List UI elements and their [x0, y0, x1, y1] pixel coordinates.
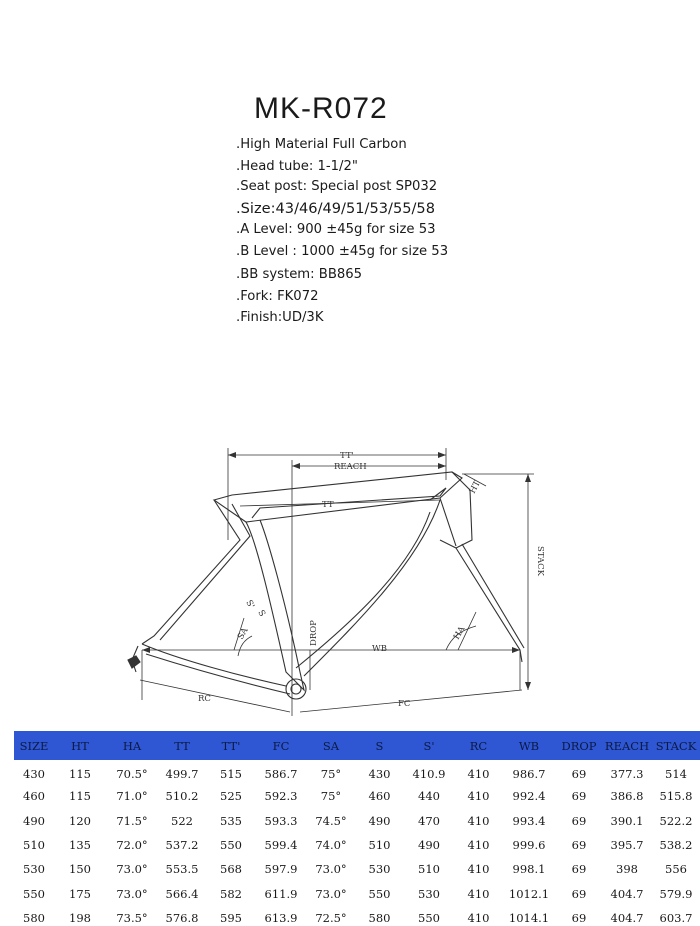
- table-row: [14, 906, 700, 926]
- spec-fork: .Fork: FK072: [236, 289, 319, 304]
- table-cell: 398: [616, 862, 638, 877]
- table-cell: 69: [571, 862, 587, 877]
- spec-material: .High Material Full Carbon: [236, 137, 407, 152]
- label-drop: DROP: [309, 620, 319, 646]
- column-header: SA: [322, 738, 340, 753]
- table-cell: 410: [467, 838, 490, 853]
- frame-geometry-diagram: [0, 440, 700, 730]
- table-cell: 404.7: [610, 886, 644, 901]
- table-cell: 1012.1: [508, 886, 550, 901]
- table-cell: 510.2: [165, 789, 199, 804]
- table-cell: 593.3: [264, 813, 298, 828]
- table-cell: 115: [69, 789, 91, 804]
- table-cell: 69: [571, 910, 587, 925]
- spec-bb-system: .BB system: BB865: [236, 267, 363, 282]
- table-cell: 490: [368, 813, 391, 828]
- table-row: [14, 881, 700, 905]
- table-row: [14, 760, 700, 784]
- column-header: TT': [221, 738, 241, 753]
- table-row: [14, 857, 700, 881]
- column-header: WB: [518, 738, 540, 753]
- table-cell: 579.9: [659, 886, 693, 901]
- table-cell: 72.0°: [116, 838, 148, 853]
- table-cell: 580: [23, 910, 45, 925]
- table-row: [14, 784, 700, 808]
- table-cell: 490: [418, 838, 440, 853]
- table-cell: 69: [571, 766, 587, 781]
- table-cell: 120: [69, 813, 91, 828]
- table-cell: 410: [467, 789, 490, 804]
- column-header: RC: [469, 738, 488, 753]
- label-reach: REACH: [334, 462, 367, 472]
- table-cell: 75°: [320, 766, 342, 781]
- table-cell: 556: [665, 862, 687, 877]
- table-cell: 115: [69, 766, 91, 781]
- table-cell: 530: [23, 862, 45, 877]
- table-cell: 580: [368, 910, 391, 925]
- table-cell: 410: [467, 910, 490, 925]
- column-header: DROP: [561, 738, 597, 753]
- table-cell: 568: [220, 862, 242, 877]
- table-cell: 535: [220, 813, 242, 828]
- table-cell: 74.5°: [315, 813, 347, 828]
- table-cell: 550: [418, 910, 440, 925]
- table-cell: 595: [220, 910, 242, 925]
- table-cell: 395.7: [610, 838, 644, 853]
- geometry-table: [14, 731, 700, 926]
- label-sa: SA: [235, 626, 251, 642]
- label-stack: STACK: [535, 546, 545, 577]
- label-s: S: [255, 608, 267, 619]
- column-header: SIZE: [19, 738, 49, 753]
- table-cell: 69: [571, 813, 587, 828]
- table-cell: 73.0°: [315, 862, 347, 877]
- table-cell: 599.4: [264, 838, 298, 853]
- table-cell: 410.9: [412, 766, 446, 781]
- table-cell: 510: [418, 862, 440, 877]
- table-cell: 499.7: [165, 766, 199, 781]
- table-cell: 999.6: [512, 838, 546, 853]
- table-cell: 410: [467, 886, 490, 901]
- label-s-prime: S': [243, 598, 257, 611]
- table-cell: 71.5°: [116, 813, 148, 828]
- table-cell: 198: [69, 910, 91, 925]
- column-header: REACH: [604, 738, 650, 753]
- table-cell: 611.9: [264, 886, 298, 901]
- table-cell: 522.2: [659, 813, 693, 828]
- table-cell: 576.8: [165, 910, 199, 925]
- table-cell: 460: [368, 789, 391, 804]
- table-cell: 525: [220, 789, 242, 804]
- table-cell: 550: [368, 886, 391, 901]
- table-cell: 70.5°: [116, 766, 148, 781]
- table-cell: 72.5°: [315, 910, 347, 925]
- table-cell: 530: [418, 886, 440, 901]
- column-header: HA: [122, 738, 142, 753]
- label-ht: HT: [467, 479, 483, 496]
- table-cell: 603.7: [659, 910, 693, 925]
- table-cell: 73.0°: [116, 862, 148, 877]
- table-cell: 71.0°: [116, 789, 148, 804]
- table-cell: 150: [69, 862, 91, 877]
- table-cell: 514: [665, 766, 687, 781]
- table-cell: 430: [23, 766, 45, 781]
- table-cell: 1014.1: [508, 910, 550, 925]
- table-header-row: [14, 731, 700, 760]
- label-tt: TT: [322, 500, 334, 510]
- label-wb: WB: [372, 644, 387, 654]
- spec-finish: .Finish:UD/3K: [236, 310, 324, 325]
- table-cell: 460: [23, 789, 45, 804]
- table-cell: 430: [368, 766, 391, 781]
- spec-b-level: .B Level : 1000 ±45g for size 53: [236, 244, 449, 259]
- table-cell: 73.5°: [116, 910, 148, 925]
- table-cell: 510: [368, 838, 391, 853]
- label-tt-prime: TT': [340, 451, 354, 461]
- table-cell: 613.9: [264, 910, 298, 925]
- table-body: [14, 760, 700, 926]
- column-header: STACK: [655, 738, 697, 753]
- table-cell: 998.1: [512, 862, 546, 877]
- model-title: MK-R072: [254, 92, 388, 125]
- table-cell: 986.7: [512, 766, 546, 781]
- table-cell: 410: [467, 813, 490, 828]
- table-cell: 175: [69, 886, 91, 901]
- table-cell: 553.5: [165, 862, 199, 877]
- table-cell: 530: [368, 862, 391, 877]
- table-cell: 73.0°: [315, 886, 347, 901]
- table-cell: 597.9: [264, 862, 298, 877]
- table-cell: 510: [23, 838, 45, 853]
- spec-sizes: .Size:43/46/49/51/53/55/58: [236, 200, 436, 217]
- table-cell: 410: [467, 862, 490, 877]
- table-cell: 69: [571, 838, 587, 853]
- table-cell: 390.1: [610, 813, 644, 828]
- table-cell: 440: [418, 789, 440, 804]
- table-cell: 69: [571, 789, 587, 804]
- table-cell: 592.3: [264, 789, 298, 804]
- table-cell: 74.0°: [315, 838, 347, 853]
- table-cell: 586.7: [264, 766, 298, 781]
- spec-seat-post: .Seat post: Special post SP032: [236, 179, 438, 194]
- spec-head-tube: .Head tube: 1-1/2": [236, 159, 358, 174]
- column-header: HT: [71, 738, 89, 753]
- table-cell: 135: [69, 838, 91, 853]
- table-row: [14, 809, 700, 833]
- column-header: S: [375, 738, 384, 753]
- table-cell: 537.2: [165, 838, 199, 853]
- table-cell: 73.0°: [116, 886, 148, 901]
- table-cell: 377.3: [610, 766, 644, 781]
- table-cell: 386.8: [610, 789, 644, 804]
- table-cell: 515.8: [659, 789, 693, 804]
- column-header: S': [423, 738, 435, 753]
- table-cell: 470: [418, 813, 440, 828]
- table-cell: 582: [220, 886, 242, 901]
- spec-a-level: .A Level: 900 ±45g for size 53: [236, 222, 436, 237]
- table-cell: 992.4: [512, 789, 546, 804]
- table-cell: 550: [220, 838, 242, 853]
- label-ha: HA: [451, 624, 468, 642]
- table-cell: 993.4: [512, 813, 546, 828]
- table-row: [14, 833, 700, 857]
- table-cell: 490: [23, 813, 45, 828]
- table-cell: 75°: [320, 789, 342, 804]
- table-cell: 566.4: [165, 886, 199, 901]
- table-cell: 550: [23, 886, 45, 901]
- table-cell: 515: [220, 766, 242, 781]
- table-cell: 410: [467, 766, 490, 781]
- table-cell: 404.7: [610, 910, 644, 925]
- table-cell: 522: [171, 813, 193, 828]
- table-cell: 538.2: [659, 838, 693, 853]
- column-header: FC: [272, 738, 290, 753]
- table-cell: 69: [571, 886, 587, 901]
- column-header: TT: [174, 738, 190, 753]
- label-fc: FC: [398, 699, 411, 709]
- label-rc: RC: [198, 694, 211, 704]
